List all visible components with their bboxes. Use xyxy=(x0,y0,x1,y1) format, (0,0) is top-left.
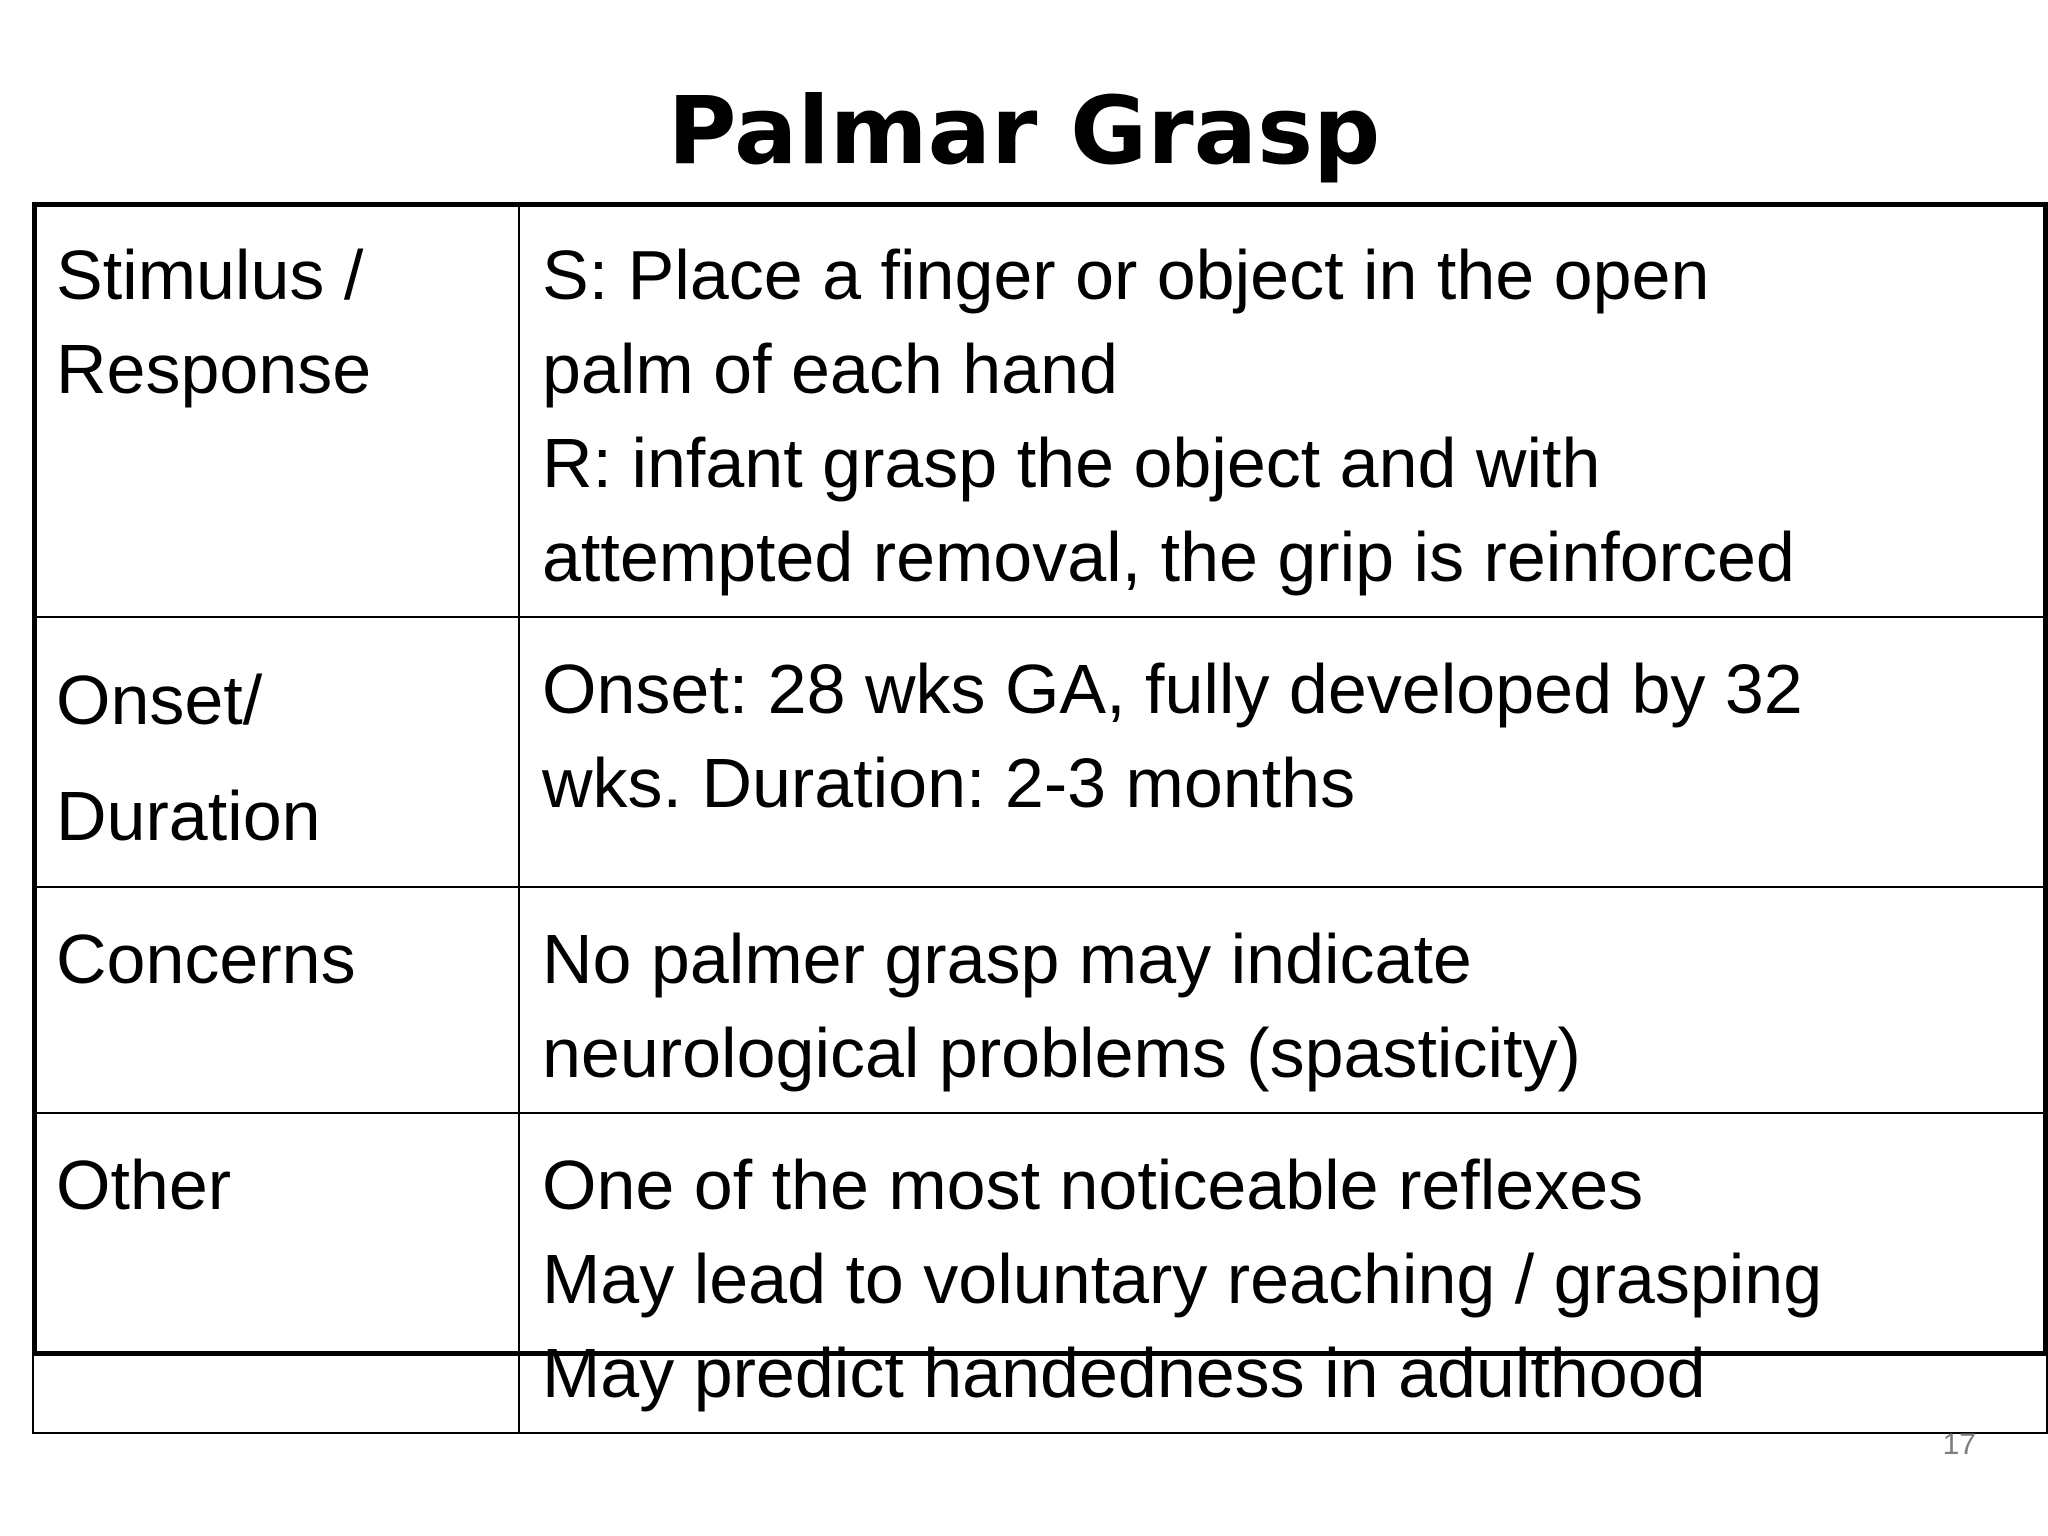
row-label-line: Response xyxy=(56,330,372,408)
row-content-line: May predict handedness in adulthood xyxy=(542,1334,1706,1412)
row-content-line: attempted removal, the grip is reinforced xyxy=(542,518,1795,596)
table-row-stimulus-response xyxy=(33,203,2047,617)
page-number: 17 xyxy=(1942,1428,1976,1461)
table-row-concerns xyxy=(33,887,2047,1113)
row-content-line: palm of each hand xyxy=(542,330,1118,408)
row-label-line: Onset/ xyxy=(56,661,263,739)
table-row-other xyxy=(33,1113,2047,1433)
row-label-line: Duration xyxy=(56,777,321,855)
row-content-line: R: infant grasp the object and with xyxy=(542,424,1601,502)
row-label-other xyxy=(33,1113,519,1433)
row-content-other xyxy=(519,1113,2047,1433)
row-content-line: neurological problems (spasticity) xyxy=(542,1014,1581,1092)
row-content-onset-duration xyxy=(519,617,2047,887)
row-content-stimulus-response xyxy=(519,203,2047,617)
row-content-line: S: Place a finger or object in the open xyxy=(542,236,1710,314)
row-content-line: No palmer grasp may indicate xyxy=(542,920,1472,998)
row-label-line: Other xyxy=(56,1146,232,1224)
row-label-stimulus-response xyxy=(33,203,519,617)
row-content-line: Onset: 28 wks GA, fully developed by 32 xyxy=(542,650,1803,728)
row-content-line: May lead to voluntary reaching / grasping xyxy=(542,1240,1823,1318)
slide-title: Palmar Grasp xyxy=(667,77,1381,186)
row-label-line: Stimulus / xyxy=(56,236,364,314)
row-content-line: One of the most noticeable reflexes xyxy=(542,1146,1644,1224)
table-row-onset-duration xyxy=(33,617,2047,887)
row-label-line: Concerns xyxy=(56,920,356,998)
row-content-concerns xyxy=(519,887,2047,1113)
row-label-onset-duration xyxy=(33,617,519,887)
reflex-info-table xyxy=(32,202,2048,1434)
row-content-line: wks. Duration: 2-3 months xyxy=(542,744,1356,822)
row-label-concerns xyxy=(33,887,519,1113)
